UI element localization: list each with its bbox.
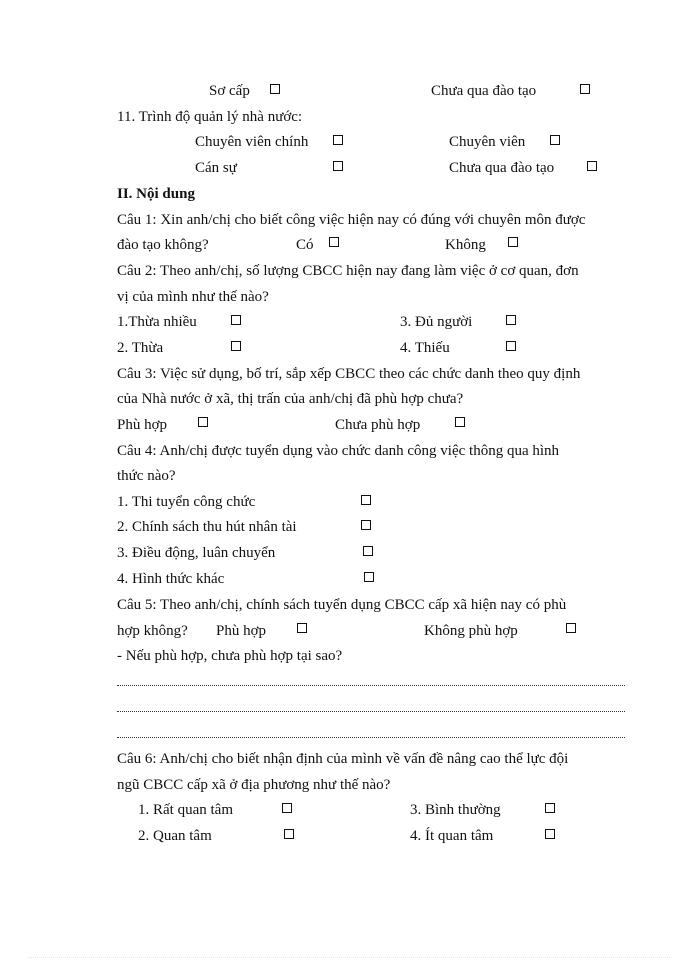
- cau6-option-it-quan-tam: 4. Ít quan tâm: [410, 828, 494, 844]
- cau5-followup: - Nếu phù hợp, chưa phù hợp tại sao?: [117, 648, 343, 664]
- checkbox-it-quan-tam[interactable]: [545, 829, 555, 839]
- checkbox-cau5-khong-phu-hop[interactable]: [566, 623, 576, 633]
- cau6-line1: Câu 6: Anh/chị cho biết nhận định của mình về vấn đề nâng cao thể lực đội: [117, 751, 569, 767]
- cau2-option-thieu: 4. Thiếu: [400, 340, 450, 356]
- checkbox-cau3-chua-phu-hop[interactable]: [455, 417, 465, 427]
- checkbox-thua-nhieu[interactable]: [231, 315, 241, 325]
- answer-line-1[interactable]: [117, 685, 625, 688]
- cau4-option-4: 4. Hình thức khác: [117, 571, 225, 587]
- cau1-line2: đào tạo không?: [117, 237, 209, 253]
- cau6-option-quan-tam: 2. Quan tâm: [138, 828, 212, 844]
- cau5-option-phu-hop: Phù hợp: [216, 623, 267, 639]
- checkbox-cau4-2[interactable]: [361, 520, 371, 530]
- cau4-line1: Câu 4: Anh/chị được tuyển dụng vào chức danh công việc thông qua hình: [117, 443, 560, 459]
- cau6-line2: ngũ CBCC cấp xã ở địa phương như thế nào?: [117, 777, 391, 793]
- cau3-line1: Câu 3: Việc sử dụng, bố trí, sắp xếp CBCC theo các chức danh theo quy định: [117, 366, 581, 382]
- section-title: II. Nội dung: [117, 186, 195, 202]
- checkbox-thieu[interactable]: [506, 341, 516, 351]
- answer-line-2[interactable]: [117, 711, 625, 714]
- cau5-line1: Câu 5: Theo anh/chị, chính sách tuyển dụng CBCC cấp xã hiện nay có phù: [117, 597, 567, 613]
- checkbox-khong[interactable]: [508, 237, 518, 247]
- cau4-line2: thức nào?: [117, 468, 176, 484]
- cau3-line2: của Nhà nước ở xã, thị trấn của anh/chị đã phù hợp chưa?: [117, 391, 464, 407]
- checkbox-chua-qua-dao-tao[interactable]: [580, 84, 590, 94]
- checkbox-quan-tam[interactable]: [284, 829, 294, 839]
- option-chua-qua-dao-tao-label: Chưa qua đào tạo: [431, 83, 537, 99]
- checkbox-cau4-3[interactable]: [363, 546, 373, 556]
- cau2-option-thua-nhieu: 1.Thừa nhiều: [117, 314, 197, 330]
- cau6-option-binh-thuong: 3. Bình thường: [410, 802, 501, 818]
- cau1-line1: Câu 1: Xin anh/chị cho biết công việc hiện nay có đúng với chuyên môn được: [117, 212, 586, 228]
- cau5-line2: hợp không?: [117, 623, 188, 639]
- page-bottom-edge: [28, 957, 672, 958]
- cau1-option-khong: Không: [445, 237, 486, 253]
- checkbox-can-su[interactable]: [333, 161, 343, 171]
- q11-option-can-su: Cán sự: [195, 160, 237, 176]
- checkbox-binh-thuong[interactable]: [545, 803, 555, 813]
- checkbox-rat-quan-tam[interactable]: [282, 803, 292, 813]
- cau2-option-thua: 2. Thừa: [117, 340, 164, 356]
- answer-line-3[interactable]: [117, 737, 625, 740]
- checkbox-cau5-phu-hop[interactable]: [297, 623, 307, 633]
- cau5-option-khong-phu-hop: Không phù hợp: [424, 623, 518, 639]
- cau4-option-2: 2. Chính sách thu hút nhân tài: [117, 519, 297, 535]
- option-so-cap-label: Sơ cấp: [209, 83, 250, 99]
- cau2-line2: vị của mình như thế nào?: [117, 289, 269, 305]
- q11-label: 11. Trình độ quản lý nhà nước:: [117, 109, 303, 125]
- q11-option-chua-qua-dao-tao: Chưa qua đào tạo: [449, 160, 555, 176]
- cau6-option-rat-quan-tam: 1. Rất quan tâm: [138, 802, 233, 818]
- checkbox-q11-chua-qua-dao-tao[interactable]: [587, 161, 597, 171]
- checkbox-chuyen-vien[interactable]: [550, 135, 560, 145]
- q11-option-chuyen-vien-chinh: Chuyên viên chính: [195, 134, 309, 150]
- cau1-option-co: Có: [296, 237, 314, 253]
- cau4-option-3: 3. Điều động, luân chuyển: [117, 545, 276, 561]
- checkbox-cau3-phu-hop[interactable]: [198, 417, 208, 427]
- cau4-option-1: 1. Thi tuyển công chức: [117, 494, 256, 510]
- checkbox-co[interactable]: [329, 237, 339, 247]
- cau2-line1: Câu 2: Theo anh/chị, số lượng CBCC hiện nay đang làm việc ở cơ quan, đơn: [117, 263, 579, 279]
- checkbox-chuyen-vien-chinh[interactable]: [333, 135, 343, 145]
- checkbox-cau4-4[interactable]: [364, 572, 374, 582]
- cau3-option-chua-phu-hop: Chưa phù hợp: [335, 417, 421, 433]
- checkbox-so-cap[interactable]: [270, 84, 280, 94]
- checkbox-thua[interactable]: [231, 341, 241, 351]
- checkbox-cau4-1[interactable]: [361, 495, 371, 505]
- cau3-option-phu-hop: Phù hợp: [117, 417, 168, 433]
- checkbox-du-nguoi[interactable]: [506, 315, 516, 325]
- q11-option-chuyen-vien: Chuyên viên: [449, 134, 526, 150]
- cau2-option-du-nguoi: 3. Đủ người: [400, 314, 473, 330]
